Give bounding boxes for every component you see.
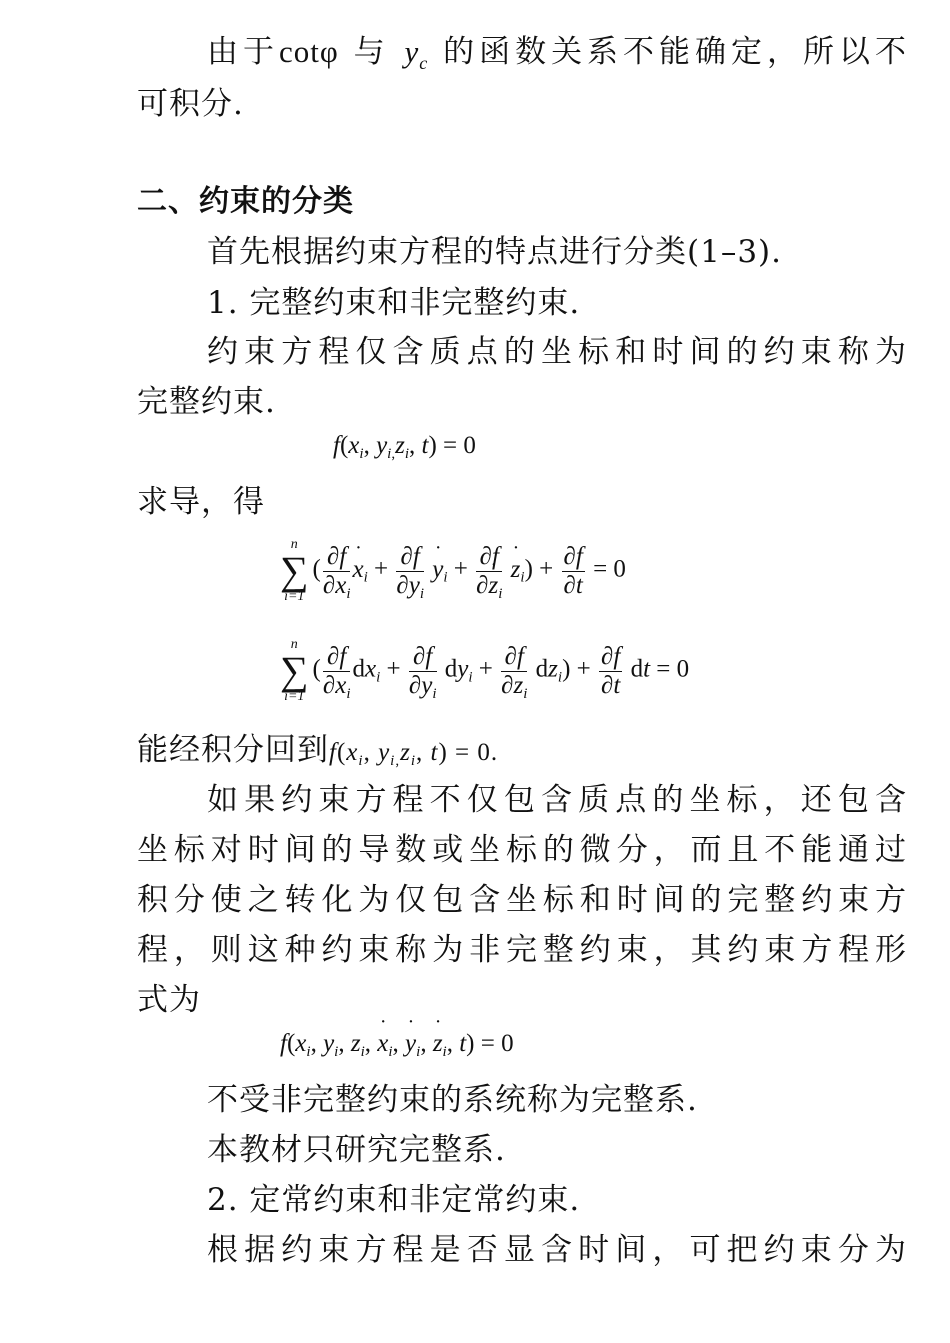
paragraph-line: 约束方程仅含质点的坐标和时间的约束称为 [207,334,907,370]
paragraph-line: 积分使之转化为仅包含坐标和时间的完整约束方 [137,882,907,918]
paragraph-line: 不受非完整约束的系统称为完整系. [207,1082,698,1118]
paragraph-line: 完整约束. [137,384,276,420]
paragraph-line: 本教材只研究完整系. [207,1132,506,1168]
math-subscript-c: c [419,53,429,74]
numbered-item: 2. 定常约束和非定常约束. [207,1182,581,1218]
summation-symbol: n ∑ i=1 [280,537,309,604]
equation-differential: n ∑ i=1 ( $\frac{\partial f}{\partial x_i}$ $dx_i$ + $\frac{\partial f}{\partial y_i}$ $dy_i$ + $\frac{\partial f}{\partial z_i}$ $dz_i$) + $\frac{\partial f}{\partial t}$ dt = 0 [280,637,690,704]
text-run: 由于 [207,34,279,70]
equation-derivative: n ∑ i=1 ( $\frac{\partial f}{\partial x_i}$ ˙ $x_i$ + $\frac{\partial f}{\partial y_i}$ ˙ $y_i$ + $\frac{\partial f}{\partial˙ z_i}$ ˙ $z_i$) + $\frac{\partial f}{\partial t}$ = 0 [280,538,626,604]
numbered-item: 1. 完整约束和非完整约束. [207,285,581,321]
paragraph-line [137,728,907,772]
math-y: y [404,34,420,69]
sum-upper-limit: n [290,637,298,652]
sum-lower-limit: i=1 [284,689,305,704]
summation-symbol: n ∑ i=1 [280,637,309,704]
paragraph-line [207,30,907,74]
math-cot-phi: cotφ [279,34,339,69]
paragraph-line: 程，则这种约束称为非完整约束，其约束方程形 [137,932,907,968]
paragraph-line: 根据约束方程是否显含时间，可把约束分为 [207,1232,907,1268]
text-run: 的函数关系不能确定，所以不 [428,34,908,70]
sum-upper-limit: n [290,537,298,552]
equals-zero: = 0 [593,555,626,583]
section-heading: 二、约束的分类 [137,184,354,219]
paragraph-line: 首先根据约束方程的特点进行分类(1–3). [207,234,782,270]
inline-equation: $f(x_i$, $y_{i,}z_i$, t) = 0. [329,739,499,769]
paragraph-line: 坐标对时间的导数或坐标的微分，而且不能通过 [137,832,907,868]
paragraph-line: 求导，得 [137,484,265,520]
paragraph-line: 式为 [137,982,201,1018]
equation-holonomic: $f(x_i$, $y_{i,}z_i$, t) = 0 [333,432,476,462]
paragraph-line: 如果约束方程不仅包含质点的坐标，还包含 [207,782,907,818]
paragraph-line: 可积分. [137,86,244,122]
text-run: 与 [338,34,405,70]
text-run: 能经积分回到 [137,732,329,768]
equation-nonholonomic: $f(x_i$, $y_i$, $z_i$, ˙ $x_i$, ˙ $y_i$, ˙ $z_i$, t) = 0 [280,1030,514,1058]
equals-zero: = 0 [656,655,690,683]
sum-lower-limit: i=1 [284,589,305,604]
